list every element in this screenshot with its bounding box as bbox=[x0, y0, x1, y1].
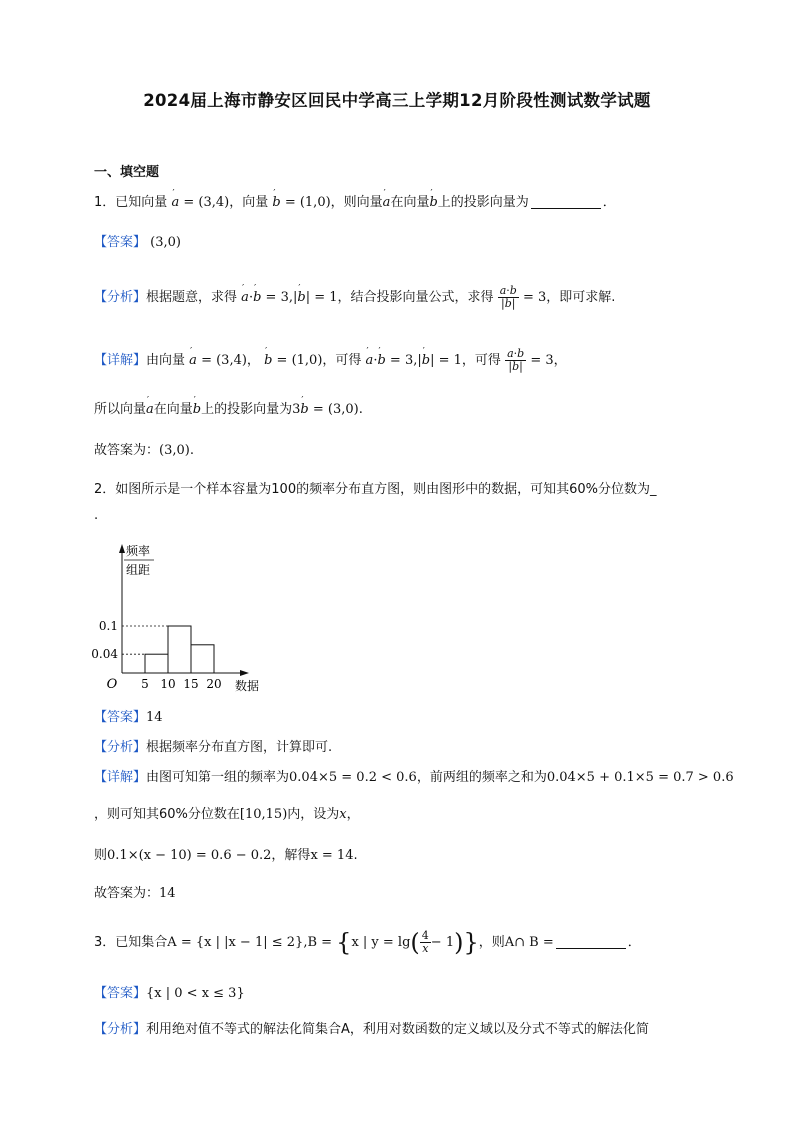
histogram-chart bbox=[91, 538, 294, 698]
q3-prompt: 3．已知集合A = {x | |x − 1| ≤ 2},B = {x | y = lg( $\frac{4}{x}$ − 1)}，则A∩ B = ． bbox=[94, 928, 641, 957]
q3-analysis: 【分析】利用绝对值不等式的解法化简集合A，利用对数函数的定义域以及分式不等式的解法化简 bbox=[94, 1022, 649, 1037]
q2-prompt: 2．如图所示是一个样本容量为100的频率分布直方图，则由图形中的数据，可知其60%分位数为_ bbox=[94, 482, 657, 497]
q1-final: 故答案为：(3,0). bbox=[94, 443, 194, 458]
x-axis-arrow bbox=[240, 670, 249, 676]
q1-answer: 【答案】 (3,0) bbox=[94, 235, 181, 250]
y-tick-label: 0.1 bbox=[98, 619, 118, 633]
x-axis-label: 数据 bbox=[235, 679, 260, 693]
x-tick-label: 15 bbox=[183, 677, 199, 691]
page-title: 2024届上海市静安区回民中学高三上学期12月阶段性测试数学试题 bbox=[143, 91, 651, 110]
q2-final: 故答案为：14 bbox=[94, 886, 176, 901]
q1-prompt: 1．已知向量 ′ a = (3,4)，向量 ′ b = (1,0)，则向量′ a在向量′ b上的投影向量为 ． bbox=[94, 193, 616, 213]
histogram-bar bbox=[168, 626, 191, 673]
q2-detail: 【详解】由图可知第一组的频率为0.04×5 = 0.2 < 0.6，前两组的频率之和为0.04×5 + 0.1×5 = 0.7 > 0.6 bbox=[94, 770, 734, 785]
q2-analysis: 【分析】根据频率分布直方图，计算即可. bbox=[94, 740, 333, 755]
y-axis-arrow bbox=[119, 544, 125, 553]
answer-blank bbox=[531, 196, 601, 209]
y-axis-label-top: 频率 bbox=[126, 544, 151, 558]
origin-label: O bbox=[106, 677, 118, 692]
y-axis-label-bottom: 组距 bbox=[126, 563, 151, 577]
fraction: $\frac{a\cdot b}{|b|}$ bbox=[499, 284, 517, 310]
q2-answer: 【答案】14 bbox=[94, 710, 163, 725]
x-tick-label: 10 bbox=[160, 677, 176, 691]
q1-analysis: 【分析】根据题意，求得 ′ a·′ b = 3,|′ b| = 1，结合投影向量公式，求得 $\frac{a\cdot b}{|b|}$ = 3，即可求解. bbox=[94, 285, 615, 310]
x-tick-label: 5 bbox=[141, 677, 149, 691]
fraction: $\frac{4}{x}$ bbox=[421, 929, 429, 955]
q2-prompt-cont: . bbox=[94, 508, 99, 523]
answer-blank bbox=[556, 936, 626, 949]
q1-detail-line2: 所以向量′ a在向量′ b上的投影向量为3′ b = (3,0). bbox=[94, 400, 363, 420]
histogram-bar bbox=[145, 654, 168, 673]
histogram-bar bbox=[191, 645, 214, 673]
q2-detail-line2: ，则可知其60%分位数在[10,15)内，设为x， bbox=[94, 807, 360, 822]
q2-detail-line3: 则0.1×(x − 10) = 0.6 − 0.2，解得x = 14. bbox=[94, 848, 358, 863]
fraction: $\frac{a\cdot b}{|b|}$ bbox=[507, 347, 525, 373]
q3-answer: 【答案】{x | 0 < x ≤ 3} bbox=[94, 986, 245, 1001]
q1-detail: 【详解】由向量 ′ a = (3,4)， ′ b = (1,0)，可得 ′ a·′ b = 3,|′ b| = 1，可得 $\frac{a\cdot b}{|b|}$ = 3， bbox=[94, 348, 567, 373]
x-tick-label: 20 bbox=[206, 677, 222, 691]
section-heading: 一、填空题 bbox=[94, 165, 160, 180]
y-tick-label: 0.04 bbox=[91, 647, 118, 662]
